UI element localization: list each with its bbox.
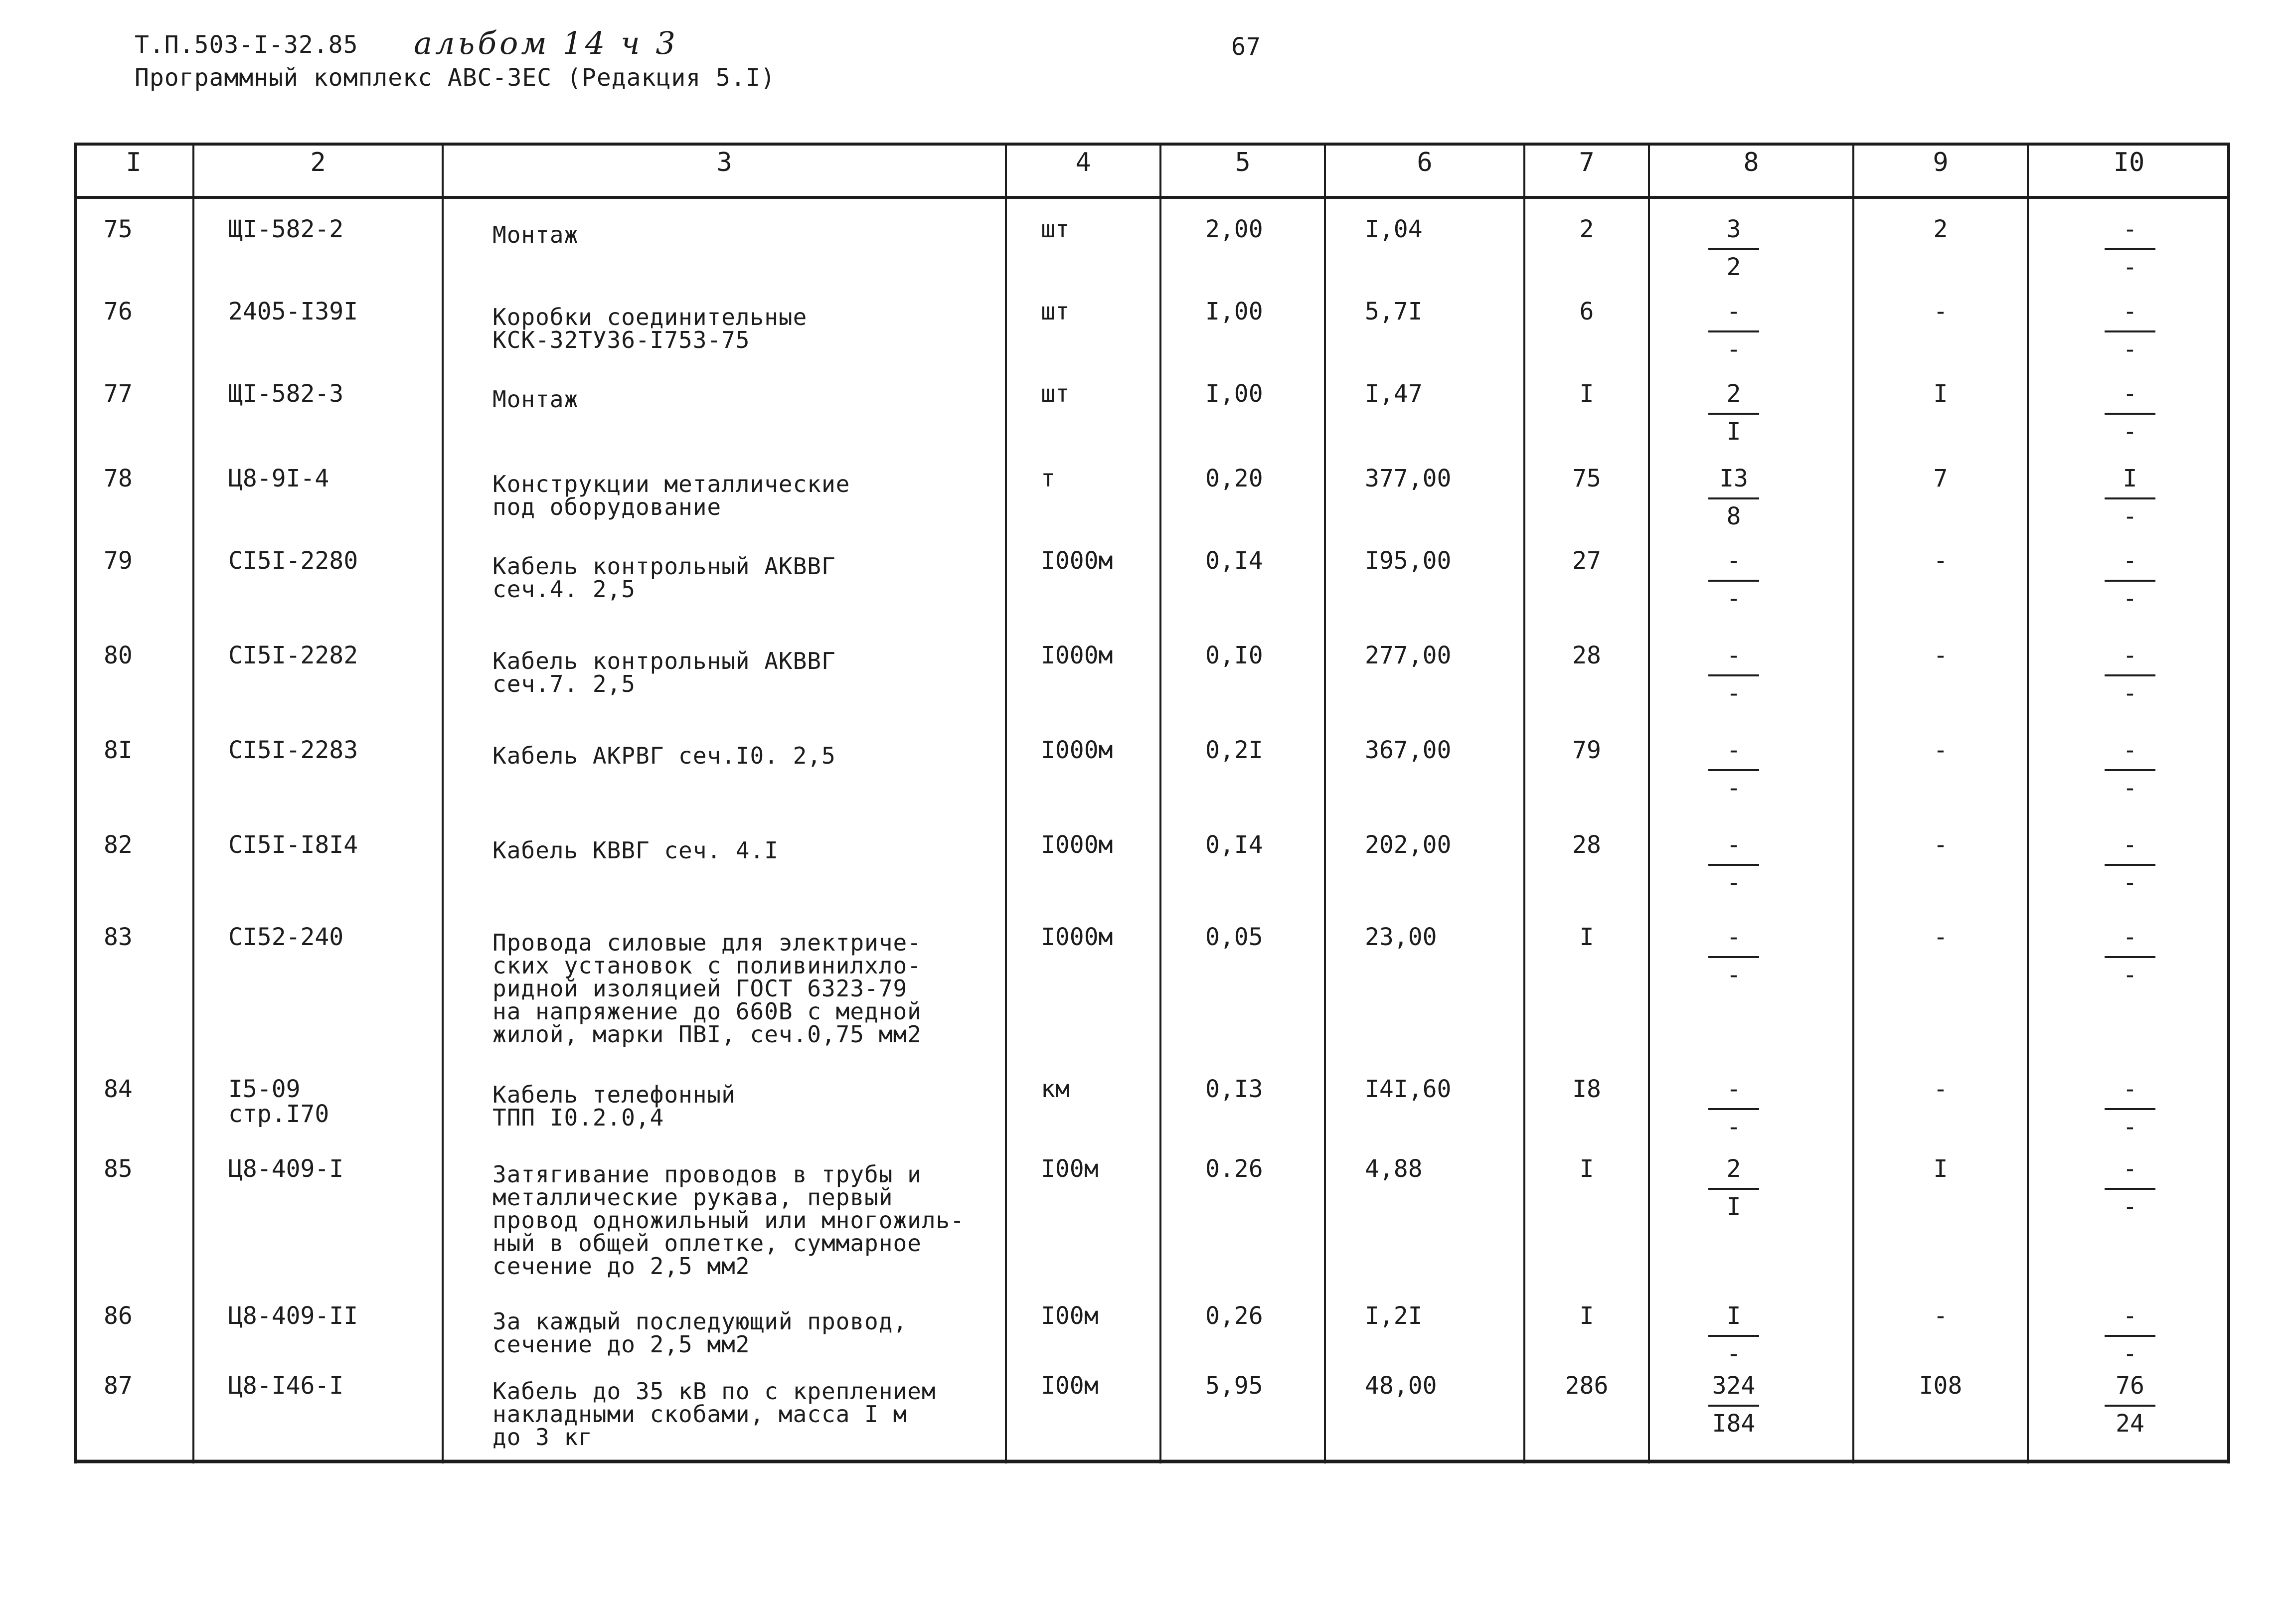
col10-fraction bbox=[2098, 467, 2162, 532]
total-cost: 2 bbox=[1579, 215, 1594, 243]
fraction-denominator: - bbox=[2123, 869, 2137, 897]
quantity: 2,00 bbox=[1205, 215, 1263, 243]
fraction-denominator: - bbox=[1726, 961, 1741, 989]
page-number: 67 bbox=[1231, 33, 1261, 61]
fraction-denominator: - bbox=[2123, 418, 2137, 446]
work-description: ный в общей оплетке, суммарное bbox=[492, 1230, 922, 1257]
fraction-numerator: - bbox=[2123, 380, 2137, 408]
col9-value: - bbox=[1933, 736, 1948, 764]
col10-fraction bbox=[2098, 644, 2162, 709]
column-header: I0 bbox=[2113, 148, 2145, 177]
fraction-numerator: - bbox=[2123, 215, 2137, 243]
col9-value: I08 bbox=[1919, 1372, 1963, 1400]
unit: шт bbox=[1041, 215, 1070, 243]
quantity: 0,2I bbox=[1205, 736, 1263, 764]
unit-price: 4,88 bbox=[1365, 1155, 1423, 1183]
col9-value: 7 bbox=[1933, 465, 1948, 492]
norm-code: Ц8-I46-I bbox=[228, 1372, 344, 1400]
fraction-bar bbox=[2105, 674, 2155, 676]
work-description: Кабель контрольный АКВВГ bbox=[492, 648, 836, 674]
fraction-denominator: - bbox=[2123, 961, 2137, 989]
col8-fraction bbox=[1701, 738, 1766, 804]
col8-fraction bbox=[1701, 1304, 1766, 1370]
fraction-bar bbox=[1708, 864, 1759, 866]
unit: I000м bbox=[1041, 831, 1113, 859]
total-cost: 27 bbox=[1572, 547, 1601, 575]
fraction-denominator: - bbox=[2123, 1340, 2137, 1368]
fraction-bar bbox=[1708, 956, 1759, 958]
table-grid bbox=[74, 143, 2230, 1463]
fraction-bar bbox=[1708, 1108, 1759, 1110]
fraction-bar bbox=[1708, 674, 1759, 676]
work-description: ских установок с поливинилхло- bbox=[492, 952, 922, 979]
unit: I000м bbox=[1041, 736, 1113, 764]
fraction-bar bbox=[1708, 497, 1759, 499]
work-description: Конструкции металлические bbox=[492, 471, 850, 497]
col8-fraction bbox=[1701, 467, 1766, 532]
unit: I00м bbox=[1041, 1155, 1099, 1183]
fraction-bar bbox=[2105, 769, 2155, 771]
fraction-numerator: - bbox=[2123, 923, 2137, 951]
quantity: 0,I4 bbox=[1205, 547, 1263, 575]
col9-value: - bbox=[1933, 298, 1948, 325]
row-number: 80 bbox=[104, 642, 133, 669]
col8-fraction bbox=[1701, 833, 1766, 899]
column-header: 9 bbox=[1933, 148, 1949, 177]
fraction-numerator: I bbox=[2123, 465, 2137, 492]
norm-code: Ц8-409-I bbox=[228, 1155, 344, 1183]
unit-price: I95,00 bbox=[1365, 547, 1452, 575]
fraction-bar bbox=[1708, 248, 1759, 250]
fraction-bar bbox=[2105, 956, 2155, 958]
col10-fraction bbox=[2098, 925, 2162, 991]
row-number: 84 bbox=[104, 1075, 133, 1103]
column-header: 6 bbox=[1417, 148, 1433, 177]
fraction-denominator: - bbox=[1726, 869, 1741, 897]
fraction-denominator: 2 bbox=[1726, 253, 1741, 281]
total-cost: 75 bbox=[1572, 465, 1601, 492]
unit: I00м bbox=[1041, 1302, 1099, 1330]
work-description: Монтаж bbox=[492, 386, 579, 413]
work-description: накладными скобами, масса I м bbox=[492, 1401, 908, 1428]
fraction-numerator: - bbox=[2123, 642, 2137, 669]
fraction-denominator: - bbox=[1726, 1340, 1741, 1368]
unit: I000м bbox=[1041, 923, 1113, 951]
column-header: 3 bbox=[716, 148, 732, 177]
quantity: I,00 bbox=[1205, 298, 1263, 325]
fraction-bar bbox=[1708, 1405, 1759, 1407]
fraction-numerator: - bbox=[2123, 298, 2137, 325]
total-cost: 79 bbox=[1572, 736, 1601, 764]
fraction-numerator: I3 bbox=[1719, 465, 1748, 492]
row-number: 8I bbox=[104, 736, 133, 764]
unit-price: 5,7I bbox=[1365, 298, 1423, 325]
fraction-numerator: - bbox=[1726, 1075, 1741, 1103]
row-number: 82 bbox=[104, 831, 133, 859]
col8-fraction bbox=[1701, 382, 1766, 448]
quantity: 5,95 bbox=[1205, 1372, 1263, 1400]
work-description: Кабель АКРВГ сеч.I0. 2,5 bbox=[492, 742, 836, 769]
row-number: 77 bbox=[104, 380, 133, 408]
row-number: 87 bbox=[104, 1372, 133, 1400]
fraction-bar bbox=[1708, 769, 1759, 771]
unit-price: 202,00 bbox=[1365, 831, 1452, 859]
work-description: За каждый последующий провод, bbox=[492, 1308, 908, 1335]
fraction-numerator: - bbox=[2123, 1302, 2137, 1330]
norm-code: Ц8-9I-4 bbox=[228, 465, 329, 492]
fraction-bar bbox=[2105, 1188, 2155, 1190]
norm-code: стр.I70 bbox=[228, 1100, 329, 1128]
total-cost: 28 bbox=[1572, 642, 1601, 669]
fraction-numerator: 3 bbox=[1726, 215, 1741, 243]
fraction-numerator: I bbox=[1726, 1302, 1741, 1330]
unit-price: 367,00 bbox=[1365, 736, 1452, 764]
work-description: КСК-32ТУ36-I753-75 bbox=[492, 326, 750, 353]
column-header: 7 bbox=[1579, 148, 1595, 177]
estimate-table bbox=[74, 143, 2230, 1463]
total-cost: 286 bbox=[1565, 1372, 1609, 1400]
fraction-bar bbox=[2105, 497, 2155, 499]
fraction-numerator: - bbox=[1726, 923, 1741, 951]
fraction-bar bbox=[2105, 330, 2155, 332]
col8-fraction bbox=[1701, 1077, 1766, 1143]
fraction-denominator: I bbox=[1726, 1193, 1741, 1221]
fraction-numerator: - bbox=[2123, 736, 2137, 764]
col9-value: I bbox=[1933, 1155, 1948, 1183]
norm-code: ЩI-582-2 bbox=[228, 215, 344, 243]
fraction-denominator: - bbox=[1726, 585, 1741, 613]
fraction-bar bbox=[2105, 1108, 2155, 1110]
unit: шт bbox=[1041, 298, 1070, 325]
fraction-bar bbox=[1708, 330, 1759, 332]
quantity: 0,26 bbox=[1205, 1302, 1263, 1330]
row-number: 79 bbox=[104, 547, 133, 575]
fraction-bar bbox=[2105, 864, 2155, 866]
column-header: 2 bbox=[310, 148, 326, 177]
col9-value: - bbox=[1933, 547, 1948, 575]
fraction-denominator: 24 bbox=[2116, 1410, 2144, 1438]
fraction-denominator: - bbox=[1726, 1113, 1741, 1141]
fraction-bar bbox=[1708, 1335, 1759, 1337]
total-cost: 6 bbox=[1579, 298, 1594, 325]
column-header: 5 bbox=[1235, 148, 1251, 177]
total-cost: 28 bbox=[1572, 831, 1601, 859]
fraction-denominator: I bbox=[1726, 418, 1741, 446]
col10-fraction bbox=[2098, 1304, 2162, 1370]
quantity: 0.26 bbox=[1205, 1155, 1263, 1183]
col10-fraction bbox=[2098, 549, 2162, 615]
unit: I00м bbox=[1041, 1372, 1099, 1400]
norm-code: 2405-I39I bbox=[228, 298, 358, 325]
unit: км bbox=[1041, 1075, 1070, 1103]
unit-price: I4I,60 bbox=[1365, 1075, 1452, 1103]
col8-fraction bbox=[1701, 1157, 1766, 1223]
unit: т bbox=[1041, 465, 1055, 492]
col9-value: - bbox=[1933, 831, 1948, 859]
col8-fraction bbox=[1701, 217, 1766, 283]
quantity: 0,20 bbox=[1205, 465, 1263, 492]
work-description: до 3 кг bbox=[492, 1424, 593, 1451]
fraction-denominator: - bbox=[2123, 774, 2137, 802]
column-header: 4 bbox=[1075, 148, 1091, 177]
fraction-bar bbox=[1708, 1188, 1759, 1190]
fraction-bar bbox=[2105, 413, 2155, 415]
norm-code: CI5I-I8I4 bbox=[228, 831, 358, 859]
work-description: сечение до 2,5 мм2 bbox=[492, 1253, 750, 1280]
work-description: Коробки соединительные bbox=[492, 304, 808, 330]
column-header: I bbox=[126, 148, 142, 177]
fraction-numerator: - bbox=[2123, 1155, 2137, 1183]
fraction-numerator: - bbox=[1726, 298, 1741, 325]
quantity: 0,05 bbox=[1205, 923, 1263, 951]
col10-fraction bbox=[2098, 833, 2162, 899]
col9-value: - bbox=[1933, 642, 1948, 669]
fraction-bar bbox=[2105, 1335, 2155, 1337]
row-number: 85 bbox=[104, 1155, 133, 1183]
col8-fraction bbox=[1701, 300, 1766, 365]
fraction-bar bbox=[1708, 413, 1759, 415]
unit-price: 377,00 bbox=[1365, 465, 1452, 492]
col9-value: - bbox=[1933, 1075, 1948, 1103]
quantity: 0,I0 bbox=[1205, 642, 1263, 669]
fraction-numerator: 2 bbox=[1726, 1155, 1741, 1183]
quantity: I,00 bbox=[1205, 380, 1263, 408]
total-cost: I bbox=[1579, 1155, 1594, 1183]
row-number: 75 bbox=[104, 215, 133, 243]
col10-fraction bbox=[2098, 1157, 2162, 1223]
norm-code: ЩI-582-3 bbox=[228, 380, 344, 408]
fraction-denominator: - bbox=[2123, 253, 2137, 281]
unit-price: 23,00 bbox=[1365, 923, 1437, 951]
work-description: жилой, марки ПВI, сеч.0,75 мм2 bbox=[492, 1021, 922, 1048]
fraction-denominator: - bbox=[1726, 335, 1741, 363]
fraction-denominator: - bbox=[2123, 585, 2137, 613]
col10-fraction bbox=[2098, 1077, 2162, 1143]
col10-fraction bbox=[2098, 217, 2162, 283]
fraction-denominator: - bbox=[2123, 679, 2137, 707]
quantity: 0,I4 bbox=[1205, 831, 1263, 859]
work-description: Кабель КВВГ сеч. 4.I bbox=[492, 837, 779, 864]
work-description: Кабель телефонный bbox=[492, 1081, 736, 1108]
col8-fraction bbox=[1701, 925, 1766, 991]
total-cost: I bbox=[1579, 923, 1594, 951]
col9-value: 2 bbox=[1933, 215, 1948, 243]
fraction-denominator: - bbox=[2123, 1113, 2137, 1141]
document-code: Т.П.503-I-32.85 bbox=[135, 31, 358, 59]
fraction-numerator: 2 bbox=[1726, 380, 1741, 408]
col8-fraction bbox=[1701, 549, 1766, 615]
col8-fraction bbox=[1701, 1374, 1766, 1440]
col10-fraction bbox=[2098, 738, 2162, 804]
norm-code: CI5I-2283 bbox=[228, 736, 358, 764]
unit-price: 277,00 bbox=[1365, 642, 1452, 669]
total-cost: I bbox=[1579, 380, 1594, 408]
work-description: под оборудование bbox=[492, 493, 722, 520]
fraction-denominator: 8 bbox=[1726, 502, 1741, 530]
fraction-numerator: 76 bbox=[2116, 1372, 2144, 1400]
col10-fraction bbox=[2098, 300, 2162, 365]
col8-fraction bbox=[1701, 644, 1766, 709]
fraction-bar bbox=[2105, 580, 2155, 582]
norm-code: CI5I-2282 bbox=[228, 642, 358, 669]
work-description: Кабель до 35 кВ по с креплением bbox=[492, 1378, 936, 1405]
norm-code: CI52-240 bbox=[228, 923, 344, 951]
work-description: провод одножильный или многожиль- bbox=[492, 1207, 965, 1234]
row-number: 76 bbox=[104, 298, 133, 325]
fraction-numerator: - bbox=[1726, 642, 1741, 669]
row-number: 78 bbox=[104, 465, 133, 492]
column-header: 8 bbox=[1743, 148, 1759, 177]
fraction-denominator: - bbox=[2123, 335, 2137, 363]
work-description: Провода силовые для электриче- bbox=[492, 929, 922, 956]
fraction-numerator: - bbox=[2123, 547, 2137, 575]
fraction-denominator: - bbox=[2123, 1193, 2137, 1221]
work-description: сечение до 2,5 мм2 bbox=[492, 1331, 750, 1358]
fraction-bar bbox=[2105, 1405, 2155, 1407]
norm-code: Ц8-409-II bbox=[228, 1302, 358, 1330]
col9-value: - bbox=[1933, 1302, 1948, 1330]
fraction-denominator: I84 bbox=[1712, 1410, 1756, 1438]
work-description: сеч.7. 2,5 bbox=[492, 670, 636, 697]
fraction-numerator: - bbox=[1726, 547, 1741, 575]
work-description: Затягивание проводов в трубы и bbox=[492, 1161, 922, 1188]
unit-price: 48,00 bbox=[1365, 1372, 1437, 1400]
fraction-numerator: - bbox=[1726, 831, 1741, 859]
fraction-denominator: - bbox=[1726, 774, 1741, 802]
col10-fraction bbox=[2098, 382, 2162, 448]
fraction-denominator: - bbox=[2123, 502, 2137, 530]
work-description: Монтаж bbox=[492, 221, 579, 248]
work-description: металлические рукава, первый bbox=[492, 1184, 893, 1211]
fraction-bar bbox=[1708, 580, 1759, 582]
row-number: 86 bbox=[104, 1302, 133, 1330]
col9-value: - bbox=[1933, 923, 1948, 951]
work-description: ридной изоляцией ГОСТ 6323-79 bbox=[492, 975, 908, 1002]
unit: I000м bbox=[1041, 547, 1113, 575]
work-description: на напряжение до 660В с медной bbox=[492, 998, 922, 1025]
software-caption: Программный комплекс АВС-ЗЕС (Редакция 5.I) bbox=[135, 64, 776, 92]
work-description: ТПП I0.2.0,4 bbox=[492, 1104, 664, 1131]
col9-value: I bbox=[1933, 380, 1948, 408]
row-number: 83 bbox=[104, 923, 133, 951]
work-description: сеч.4. 2,5 bbox=[492, 576, 636, 603]
unit-price: I,2I bbox=[1365, 1302, 1423, 1330]
norm-code: CI5I-2280 bbox=[228, 547, 358, 575]
fraction-numerator: - bbox=[2123, 831, 2137, 859]
fraction-bar bbox=[2105, 248, 2155, 250]
total-cost: I bbox=[1579, 1302, 1594, 1330]
fraction-numerator: 324 bbox=[1712, 1372, 1756, 1400]
col10-fraction bbox=[2098, 1374, 2162, 1440]
handwritten-album-note: альбом 14 ч 3 bbox=[414, 25, 678, 61]
fraction-denominator: - bbox=[1726, 679, 1741, 707]
fraction-numerator: - bbox=[2123, 1075, 2137, 1103]
total-cost: I8 bbox=[1572, 1075, 1601, 1103]
unit-price: I,47 bbox=[1365, 380, 1423, 408]
unit: шт bbox=[1041, 380, 1070, 408]
quantity: 0,I3 bbox=[1205, 1075, 1263, 1103]
unit-price: I,04 bbox=[1365, 215, 1423, 243]
fraction-numerator: - bbox=[1726, 736, 1741, 764]
work-description: Кабель контрольный АКВВГ bbox=[492, 553, 836, 580]
unit: I000м bbox=[1041, 642, 1113, 669]
norm-code: I5-09 bbox=[228, 1075, 301, 1103]
